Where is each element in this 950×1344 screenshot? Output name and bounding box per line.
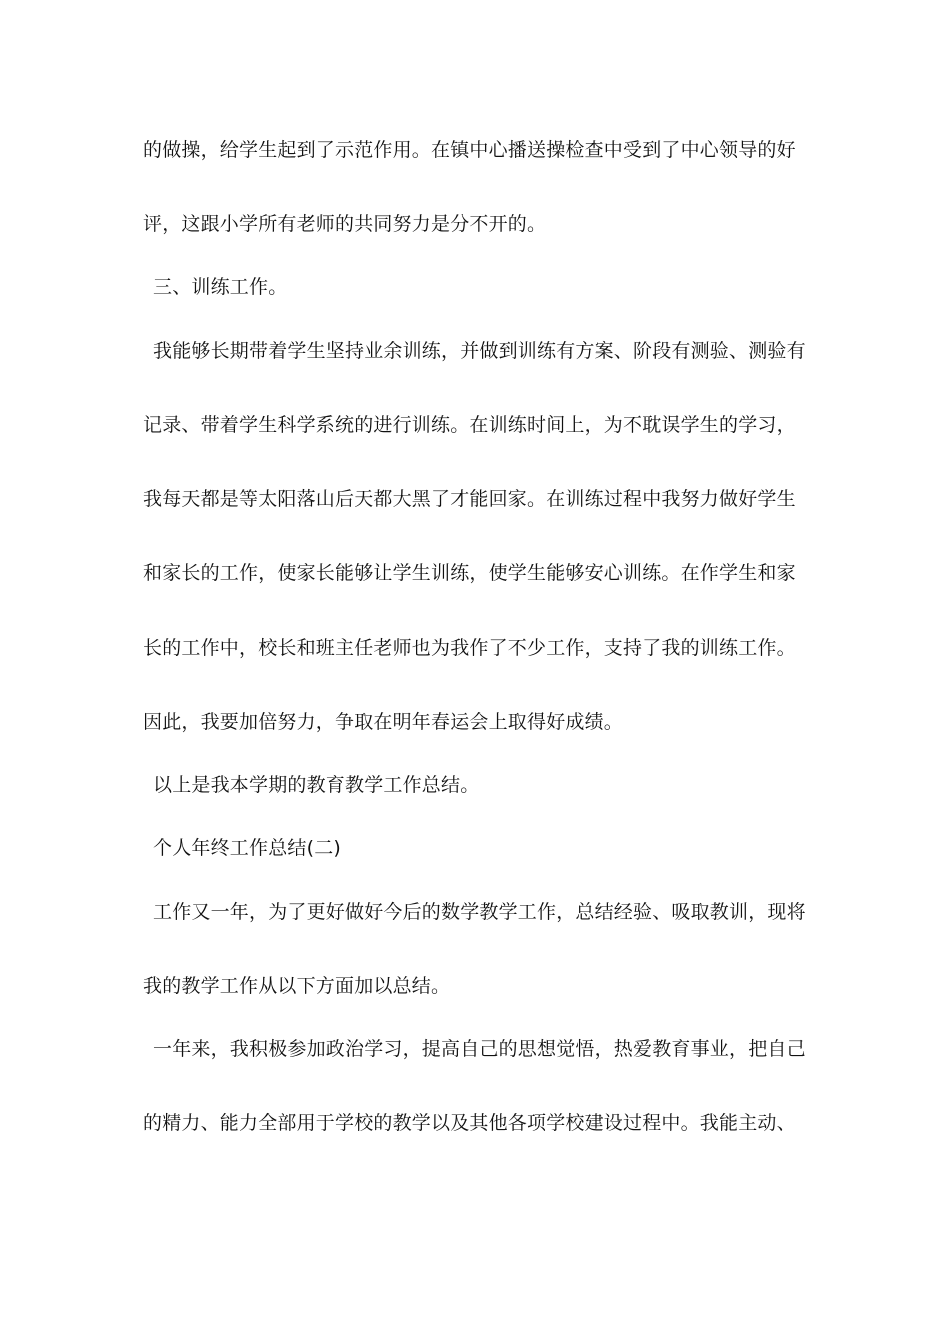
paragraph-line: 的做操，给学生起到了示范作用。在镇中心播送操检查中受到了中心领导的好 <box>143 139 796 161</box>
paragraph-line: 工作又一年，为了更好做好今后的数学教学工作，总结经验、吸取教训，现将 <box>153 901 806 923</box>
paragraph-line: 因此，我要加倍努力，争取在明年春运会上取得好成绩。 <box>143 711 624 733</box>
paragraph-line: 我能够长期带着学生坚持业余训练，并做到训练有方案、阶段有测验、测验有 <box>153 340 806 362</box>
paragraph-line: 我每天都是等太阳落山后天都大黑了才能回家。在训练过程中我努力做好学生 <box>143 488 796 510</box>
paragraph-line: 我的教学工作从以下方面加以总结。 <box>143 975 451 997</box>
section-heading: 三、训练工作。 <box>153 276 288 298</box>
paragraph-line: 记录、带着学生科学系统的进行训练。在训练时间上，为不耽误学生的学习， <box>143 414 796 436</box>
paragraph-line: 一年来，我积极参加政治学习，提高自己的思想觉悟，热爱教育事业，把自己 <box>153 1038 806 1060</box>
paragraph-line: 以上是我本学期的教育教学工作总结。 <box>153 774 480 796</box>
paragraph-line: 长的工作中，校长和班主任老师也为我作了不少工作，支持了我的训练工作。 <box>143 637 796 659</box>
paragraph-line: 评，这跟小学所有老师的共同努力是分不开的。 <box>143 213 547 235</box>
paragraph-line: 和家长的工作，使家长能够让学生训练，使学生能够安心训练。在作学生和家 <box>143 562 796 584</box>
document-subtitle: 个人年终工作总结(二) <box>153 837 342 859</box>
paragraph-line: 的精力、能力全部用于学校的教学以及其他各项学校建设过程中。我能主动、 <box>143 1112 796 1134</box>
